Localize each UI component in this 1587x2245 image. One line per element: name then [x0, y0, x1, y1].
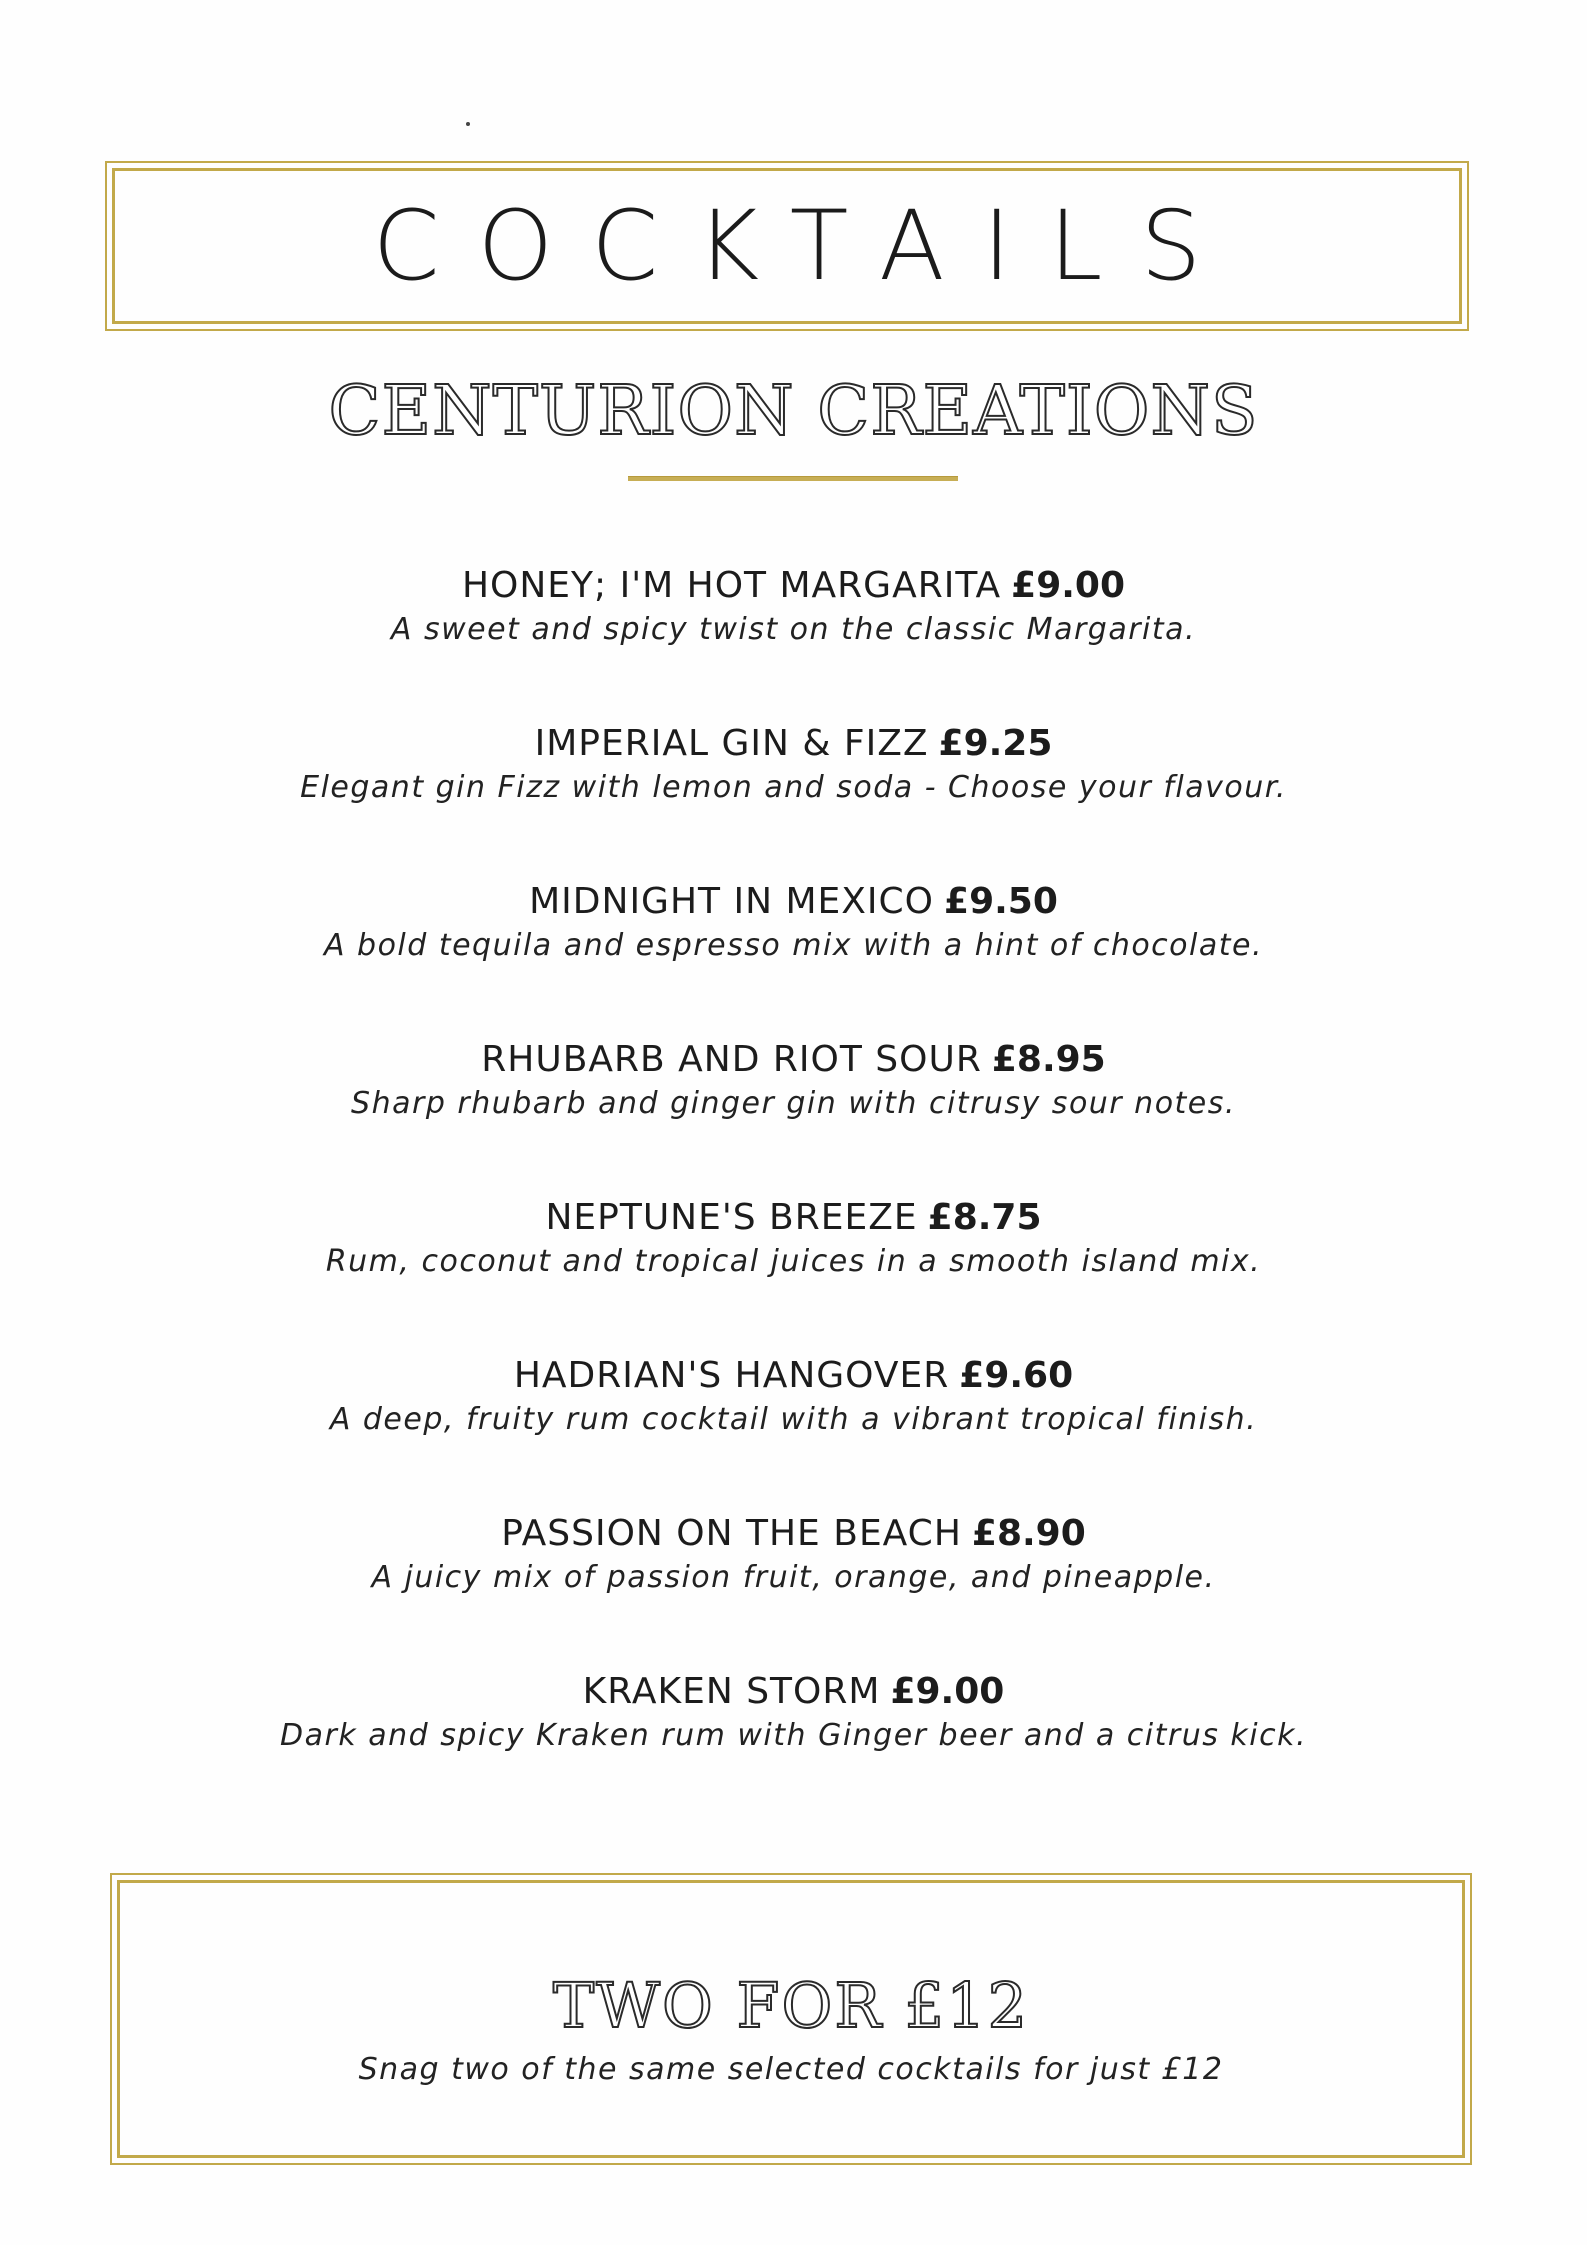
list-item — [0, 1036, 1587, 1194]
page-title: COCKTAILS — [372, 190, 1240, 302]
item-description: A sweet and spicy twist on the classic Margarita. — [390, 612, 1197, 647]
list-item — [0, 720, 1587, 878]
item-name: PASSION ON THE BEACH — [501, 1513, 962, 1554]
item-name: RHUBARB AND RIOT SOUR — [481, 1039, 982, 1080]
item-price: £9.25 — [938, 723, 1053, 764]
promo-frame — [117, 1880, 1465, 2158]
item-description: A bold tequila and espresso mix with a hint of chocolate. — [323, 928, 1264, 963]
section-heading: CENTURION CREATIONS — [328, 372, 1259, 451]
list-item — [0, 1352, 1587, 1510]
item-name: NEPTUNE'S BREEZE — [545, 1197, 918, 1238]
item-description: A juicy mix of passion fruit, orange, and pineapple. — [371, 1560, 1216, 1595]
scan-speck — [466, 122, 470, 126]
item-price: £8.75 — [927, 1197, 1042, 1238]
title-frame — [112, 168, 1462, 324]
item-description: Elegant gin Fizz with lemon and soda - Choose your flavour. — [300, 770, 1287, 805]
item-price: £9.60 — [959, 1355, 1074, 1396]
item-description: Rum, coconut and tropical juices in a smooth island mix. — [325, 1244, 1262, 1279]
item-name: HONEY; I'M HOT MARGARITA — [461, 565, 1002, 606]
item-description: Sharp rhubarb and ginger gin with citrusy sour notes. — [351, 1086, 1236, 1121]
list-item — [0, 1668, 1587, 1826]
list-item — [0, 878, 1587, 1036]
item-price: £8.95 — [991, 1039, 1106, 1080]
list-item — [0, 1194, 1587, 1352]
item-name: HADRIAN'S HANGOVER — [513, 1355, 950, 1396]
heading-divider — [628, 476, 958, 481]
item-name: IMPERIAL GIN & FIZZ — [534, 723, 929, 764]
item-description: A deep, fruity rum cocktail with a vibrant tropical finish. — [329, 1402, 1258, 1437]
item-name: MIDNIGHT IN MEXICO — [529, 881, 935, 922]
list-item — [0, 1510, 1587, 1668]
list-item — [0, 562, 1587, 720]
cocktail-list — [0, 562, 1587, 1826]
item-price: £9.50 — [944, 881, 1058, 922]
item-description: Dark and spicy Kraken rum with Ginger beer and a citrus kick. — [280, 1718, 1307, 1753]
promo-subtitle: Snag two of the same selected cocktails for just £12 — [358, 2052, 1224, 2087]
promo-title: TWO FOR £12 — [552, 1969, 1030, 2042]
item-price: £9.00 — [1011, 565, 1126, 606]
item-name: KRAKEN STORM — [582, 1671, 881, 1712]
item-price: £8.90 — [971, 1513, 1086, 1554]
item-price: £9.00 — [890, 1671, 1005, 1712]
